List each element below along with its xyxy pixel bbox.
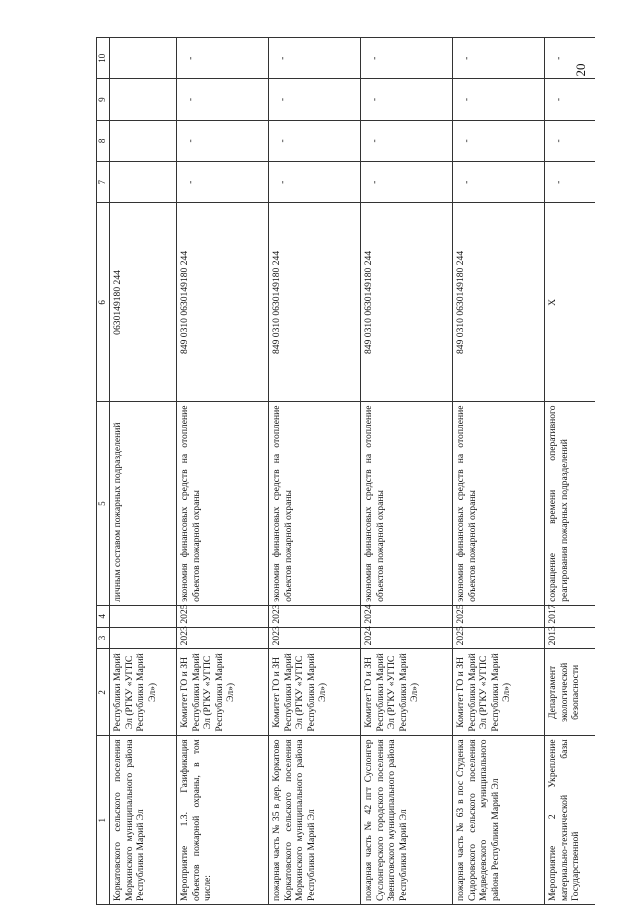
col-header-9: 9 [97,79,110,120]
table-row [453,38,545,905]
value-cell-7: - [177,162,269,203]
value-cell-8 [110,120,177,161]
program-activities-table [96,37,595,905]
table-row [269,38,361,905]
col-header-5: 5 [97,402,110,605]
col-header-2: 2 [97,649,110,736]
value-cell-10 [110,38,177,79]
budget-code-cell: 849 0310 0630149180 244 [453,203,545,402]
col-header-4: 4 [97,605,110,627]
end-year-cell: 2025 [453,605,545,627]
value-cell-10: - [361,38,453,79]
budget-code-cell: Х [545,203,596,402]
col-header-10: 10 [97,38,110,79]
value-cell-10: - [177,38,269,79]
budget-code-cell: 0630149180 244 [110,203,177,402]
column-number-row [97,38,110,905]
page-number: 20 [573,63,588,77]
col-header-6: 6 [97,203,110,402]
result-cell: экономия финансовых средств на отопление объектов пожарной охраны [269,402,361,605]
value-cell-10: - [545,38,596,79]
activity-cell: Мероприятие 2 Укрепление материально-технической базы Государственной [545,736,596,905]
value-cell-7: - [361,162,453,203]
value-cell-7: - [453,162,545,203]
budget-code-cell: 849 0310 0630149180 244 [361,203,453,402]
col-header-1: 1 [97,736,110,905]
end-year-cell: 2023 [269,605,361,627]
result-cell: экономия финансовых средств на отопление объектов пожарной охраны [361,402,453,605]
activity-cell: пожарная часть № 63 в пос Студенка Сидоровского сельского поселения Медведевского муниципального района Республики Марий Эл [453,736,545,905]
executor-cell: Республики Марий Эл (РГКУ «УГПС Республики Марий Эл») [110,649,177,736]
executor-cell: Комитет ГО и ЗН Республики Марий Эл (РГКУ «УГПС Республики Марий Эл») [361,649,453,736]
start-year-cell: 2023 [269,627,361,649]
value-cell-8: - [361,120,453,161]
executor-cell: Комитет ГО и ЗН Республики Марий Эл (РГКУ «УГПС Республики Марий Эл») [453,649,545,736]
end-year-cell: 2025 [177,605,269,627]
value-cell-10: - [269,38,361,79]
value-cell-9: - [453,79,545,120]
budget-code-cell: 849 0310 0630149180 244 [269,203,361,402]
col-header-7: 7 [97,162,110,203]
executor-cell: Департамент экологической безопасности [545,649,596,736]
value-cell-10: - [453,38,545,79]
value-cell-9: - [545,79,596,120]
activity-cell: пожарная часть № 42 пгт Суслонгер Суслонгерского городского поселения Звениговского муниципального района Республики Марий Эл [361,736,453,905]
activity-cell: Коркатовского сельского поселения Моркинского муниципального района Республики Марий Эл [110,736,177,905]
rotated-table-container [96,37,581,905]
result-cell: личным составом пожарных подразделений [110,402,177,605]
executor-cell: Комитет ГО и ЗН Республики Марий Эл (РГКУ «УГПС Республики Марий Эл») [269,649,361,736]
activity-cell: Мероприятие 1.3. Газификация объектов пожарной охраны, в том числе: [177,736,269,905]
value-cell-8: - [453,120,545,161]
table-row [361,38,453,905]
value-cell-7 [110,162,177,203]
activity-cell: пожарная часть № 35 в дер. Коркатово Коркатовского сельского поселения Моркинского муниципального района Республики Марий Эл [269,736,361,905]
value-cell-8: - [545,120,596,161]
end-year-cell: 2024 [361,605,453,627]
value-cell-9: - [177,79,269,120]
col-header-3: 3 [97,627,110,649]
col-header-8: 8 [97,120,110,161]
start-year-cell [110,627,177,649]
value-cell-7: - [269,162,361,203]
result-cell: экономия финансовых средств на отопление объектов пожарной охраны [177,402,269,605]
executor-cell: Комитет ГО и ЗН Республики Марий Эл (РГКУ «УГПС Республики Марий Эл») [177,649,269,736]
table-row [177,38,269,905]
end-year-cell: 2017 [545,605,596,627]
budget-code-cell: 849 0310 0630149180 244 [177,203,269,402]
value-cell-8: - [177,120,269,161]
value-cell-9: - [269,79,361,120]
result-cell: экономия финансовых средств на отопление объектов пожарной охраны [453,402,545,605]
table-row [110,38,177,905]
start-year-cell: 2025 [453,627,545,649]
result-cell: сокращение времени оперативного реагирования пожарных подразделений [545,402,596,605]
end-year-cell [110,605,177,627]
value-cell-7: - [545,162,596,203]
value-cell-9: - [361,79,453,120]
start-year-cell: 2024 [361,627,453,649]
start-year-cell: 2023 [177,627,269,649]
value-cell-9 [110,79,177,120]
start-year-cell: 2013 [545,627,596,649]
table-row [545,38,596,905]
value-cell-8: - [269,120,361,161]
